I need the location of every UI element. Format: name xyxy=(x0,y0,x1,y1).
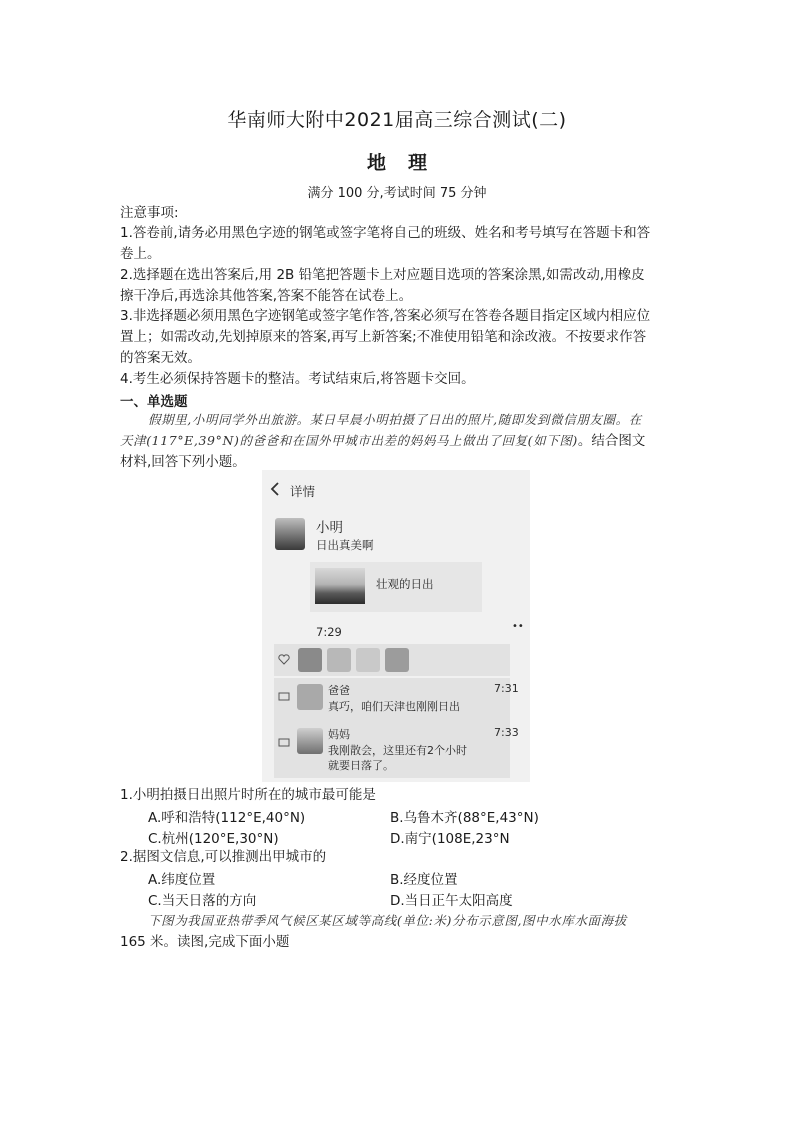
note-line: 4.考生必须保持答题卡的整洁。考试结束后,将答题卡交回。 xyxy=(120,371,475,387)
comment-text: 真巧，咱们天津也刚刚日出 xyxy=(328,700,460,713)
note-line: 2.选择题在选出答案后,用 2B 铅笔把答题卡上对应题目选项的答案涂黑,如需改动,用橡皮 xyxy=(120,267,645,283)
section-heading: 一、单选题 xyxy=(120,394,188,410)
liker-avatar[interactable] xyxy=(327,648,351,672)
material-line: 假期里,小明同学外出旅游。某日早晨小明拍摄了日出的照片,随即发到微信朋友圈。在 xyxy=(148,412,642,427)
liker-avatar[interactable] xyxy=(298,648,322,672)
question-stem: 1.小明拍摄日出照片时所在的城市最可能是 xyxy=(120,787,376,803)
option-b: B.乌鲁木齐(88°E,43°N) xyxy=(390,810,539,826)
likes-bar xyxy=(274,644,510,676)
option-d: D.当日正午太阳高度 xyxy=(390,893,513,909)
subject-char-2: 理 xyxy=(408,152,428,174)
note-line: 卷上。 xyxy=(120,246,161,262)
note-line: 置上；如需改动,先划掉原来的答案,再写上新答案;不准使用铅笔和涂改液。不按要求作答 xyxy=(120,329,647,345)
comment-time: 7:33 xyxy=(494,726,519,739)
note-line: 擦干净后,再选涂其他答案,答案不能答在试卷上。 xyxy=(120,288,413,304)
post-text: 日出真美啊 xyxy=(316,538,374,552)
liker-avatar[interactable] xyxy=(385,648,409,672)
heart-icon xyxy=(278,654,290,665)
option-a: A.呼和浩特(112°E,40°N) xyxy=(148,810,306,826)
commenter-avatar xyxy=(297,728,323,754)
poster-avatar xyxy=(275,518,305,550)
liker-avatar[interactable] xyxy=(356,648,380,672)
comment-text: 我刚散会，这里还有2个小时 xyxy=(328,744,467,757)
more-icon[interactable]: •• xyxy=(512,621,524,632)
option-c: C.当天日落的方向 xyxy=(148,893,257,909)
material-text: 天津(117°E,39°N)的爸爸和在国外甲城市出差的妈妈马上做出了回复(如下图) xyxy=(120,433,578,448)
question-stem: 2.据图文信息,可以推测出甲城市的 xyxy=(120,849,327,865)
exam-title: 华南师大附中2021届高三综合测试(二) xyxy=(227,109,567,131)
link-card[interactable] xyxy=(310,562,482,612)
sunrise-photo-thumbnail xyxy=(315,568,365,604)
notes-heading: 注意事项: xyxy=(120,205,179,221)
option-a: A.纬度位置 xyxy=(148,872,216,888)
note-line: 3.非选择题必须用黑色字迹钢笔或签字笔作答,答案必须写在答卷各题目指定区域内相应位 xyxy=(120,308,651,324)
subject-title xyxy=(0,148,794,175)
note-line: 的答案无效。 xyxy=(120,350,201,366)
back-arrow-icon xyxy=(270,482,280,496)
material-line: 下图为我国亚热带季风气候区某区域等高线(单位:米)分布示意图,图中水库水面海拔 xyxy=(148,913,627,928)
detail-title: 详情 xyxy=(290,484,316,499)
option-c: C.杭州(120°E,30°N) xyxy=(148,831,279,847)
link-title: 壮观的日出 xyxy=(376,577,434,591)
material-line: 材料,回答下列小题。 xyxy=(120,454,246,470)
option-d: D.南宁(108E,23°N xyxy=(390,831,510,847)
comment-icon xyxy=(278,738,290,748)
comment-text: 就要日落了。 xyxy=(328,759,394,772)
commenter-avatar xyxy=(297,684,323,710)
note-line: 1.答卷前,请务必用黑色字迹的钢笔或签字笔将自己的班级、姓名和考号填写在答题卡和答 xyxy=(120,225,651,241)
comments-area xyxy=(274,678,519,778)
wechat-screenshot xyxy=(262,470,530,782)
post-time: 7:29 xyxy=(316,625,342,639)
poster-name: 小明 xyxy=(316,520,343,536)
comment-time: 7:31 xyxy=(494,682,519,695)
material-text: 。结合图文 xyxy=(577,433,646,449)
commenter-name: 妈妈 xyxy=(328,728,350,741)
option-b: B.经度位置 xyxy=(390,872,458,888)
material-line: 165 米。读图,完成下面小题 xyxy=(120,934,290,950)
commenter-name: 爸爸 xyxy=(328,684,350,697)
exam-meta: 满分 100 分,考试时间 75 分钟 xyxy=(307,186,487,201)
material-line xyxy=(120,430,645,452)
comment-icon xyxy=(278,692,290,702)
subject-char-1: 地 xyxy=(366,152,386,174)
